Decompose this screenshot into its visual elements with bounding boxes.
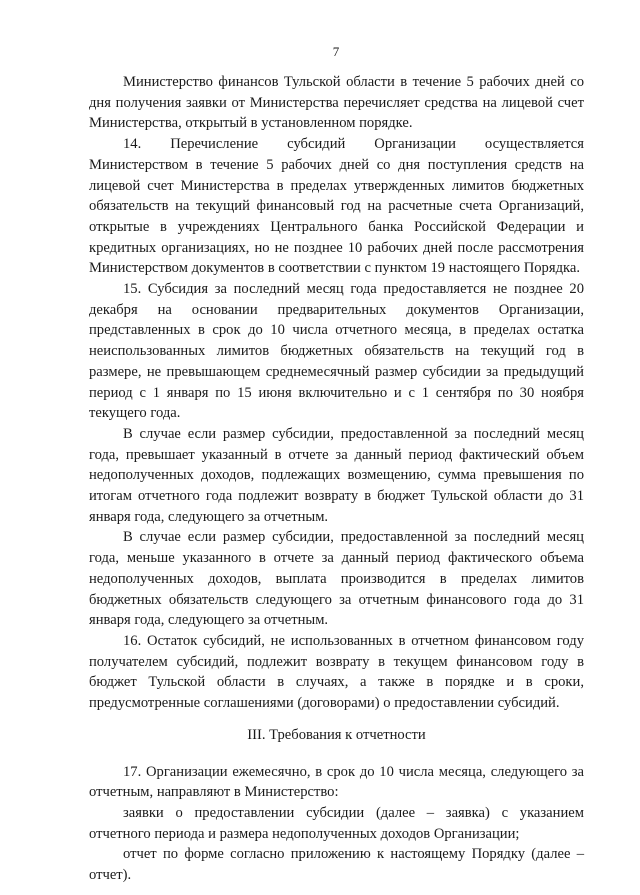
document-body [89, 72, 584, 886]
paragraph-item-17: 17. Организации ежемесячно, в срок до 10 числа месяца, следующего за отчетным, направляют в Министерство: [89, 763, 584, 801]
paragraph-item-14: 14. Перечисление субсидий Организации осуществляется Министерством в течение 5 рабочих дней со дня поступления средств на лицевой счет Министерства в пределах утвержденных лимитов бюджетных обязательств на текущий финансовый год на расчетные счета Организаций, открытые в учреждениях Центрального банка Российской Федерации и кредитных организациях, но не позднее 10 рабочих дней после рассмотрения Министерством документов в соответствии с пунктом 19 настоящего Порядка. [89, 136, 584, 277]
paragraph-shortfall-payment: В случае если размер субсидии, предоставленной за последний месяц года, меньше указанного в отчете за данный период фактического объема недополученных доходов, выплата производится в пределах лимитов бюджетных обязательств следующего за отчетным финансового года до 31 января года, следующего за отчетным. [89, 529, 584, 629]
paragraph-application-list-item: заявки о предоставлении субсидии (далее – заявка) с указанием отчетного периода и размера недополученных доходов Организации; [89, 804, 584, 842]
paragraph-item-15: 15. Субсидия за последний месяц года предоставляется не позднее 20 декабря на основании предварительных документов Организации, представленных в срок до 10 числа отчетного месяца, в пределах остатка неиспользованных лимитов бюджетных обязательств на текущий год в размере, не превышающем среднемесячный размер субсидии за предыдущий период с 1 января по 15 июня включительно и с 1 сентября по 30 ноября текущего года. [89, 281, 584, 422]
section-heading-reporting: III. Требования к отчетности [247, 726, 426, 743]
paragraph-item-16: 16. Остаток субсидий, не использованных в отчетном финансовом году получателем субсидий, подлежит возврату в текущем финансовом году в бюджет Тульской области в случаях, а также в порядке и в сроки, предусмотренные соглашениями (договорами) о предоставлении субсидий. [89, 632, 584, 712]
paragraph-report-list-item: отчет по форме согласно приложению к настоящему Порядку (далее – отчет). [89, 846, 584, 884]
paragraph-excess-refund: В случае если размер субсидии, предоставленной за последний месяц года, превышает указанный в отчете за данный период фактический объем недополученных доходов, подлежащих возмещению, сумма превышения по итогам отчетного года подлежит возврату в бюджет Тульской области до 31 января года, следующего за отчетным. [89, 425, 584, 525]
page-number: 7 [332, 44, 340, 59]
paragraph-treasury-transfer: Министерство финансов Тульской области в течение 5 рабочих дней со дня получения заявки от Министерства перечисляет средства на лицевой счет Министерства, открытый в установленном порядке. [89, 74, 584, 132]
